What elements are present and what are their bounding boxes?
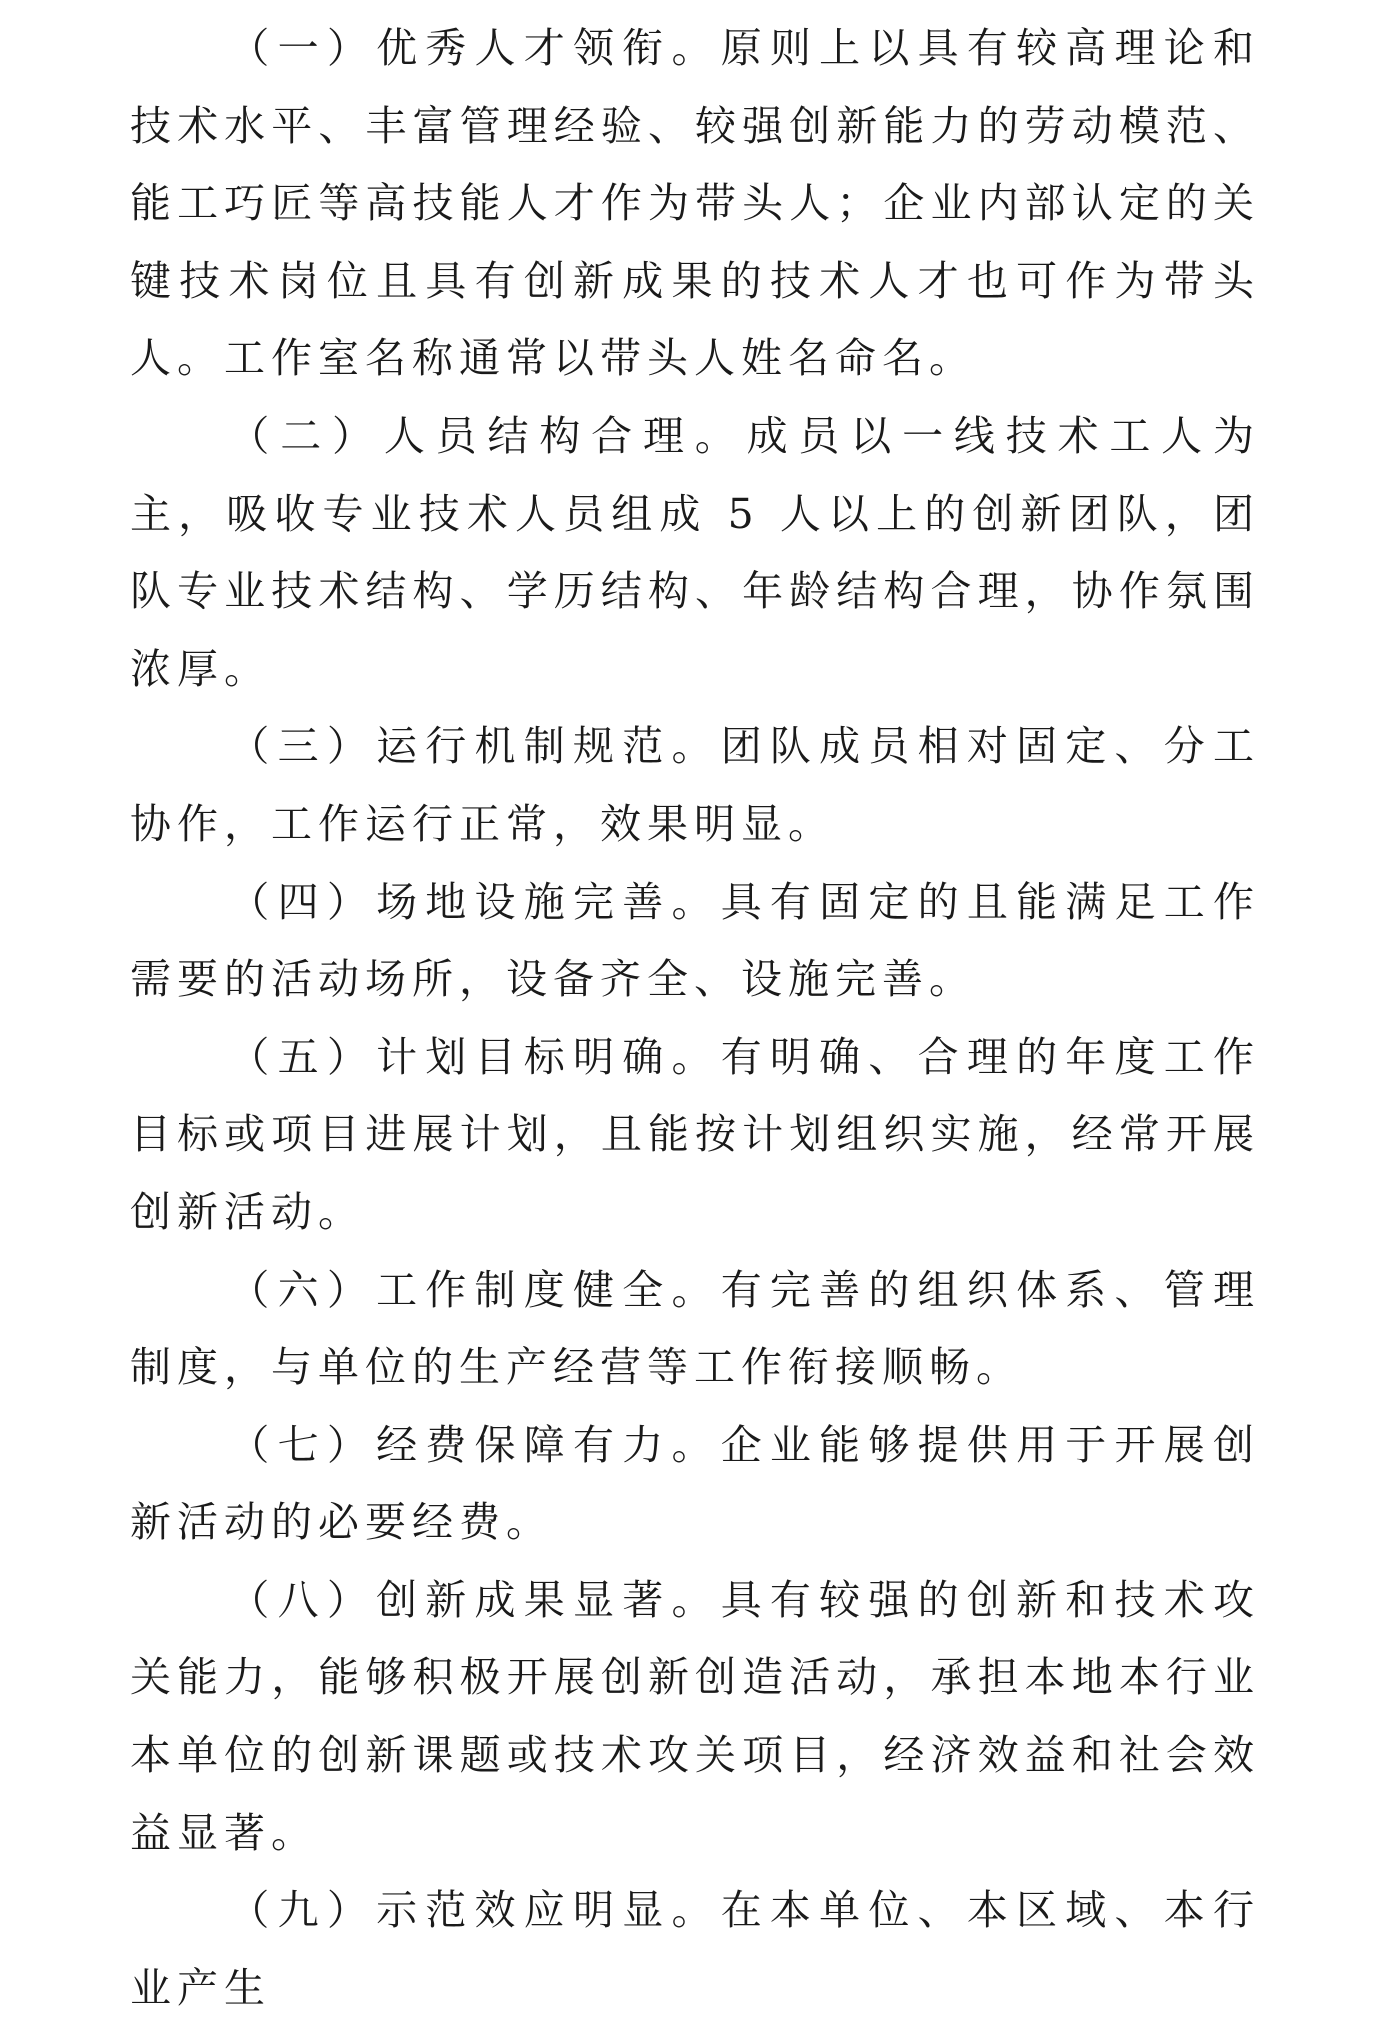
paragraph-5-plan-goals: （五）计划目标明确。有明确、合理的年度工作目标或项目进展计划，且能按计划组织实施，经常开展创新活动。 (130, 1032, 1260, 1236)
paragraph-6-work-system: （六）工作制度健全。有完善的组织体系、管理制度，与单位的生产经营等工作衔接顺畅。 (130, 1265, 1260, 1392)
paragraph-1-outstanding-talent: （一）优秀人才领衔。原则上以具有较高理论和技术水平、丰富管理经验、较强创新能力的劳动模范、能工巧匠等高技能人才作为带头人；企业内部认定的关键技术岗位且具有创新成果的技术人才也可作为带头人。工作室名称通常以带头人姓名命名。 (130, 24, 1260, 383)
paragraph-8-innovation-results: （八）创新成果显著。具有较强的创新和技术攻关能力，能够积极开展创新创造活动，承担本地本行业本单位的创新课题或技术攻关项目，经济效益和社会效益显著。 (130, 1575, 1260, 1857)
paragraph-9-demonstration-effect: （九）示范效应明显。在本单位、本区域、本行业产生 (130, 1886, 1260, 2012)
paragraph-7-funding: （七）经费保障有力。企业能够提供用于开展创新活动的必要经费。 (130, 1420, 1260, 1547)
document-body (130, 10, 1260, 2027)
paragraph-4-facilities: （四）场地设施完善。具有固定的且能满足工作需要的活动场所，设备齐全、设施完善。 (130, 877, 1260, 1004)
paragraph-2-personnel-structure: （二）人员结构合理。成员以一线技术工人为主，吸收专业技术人员组成 5 人以上的创新团队，团队专业技术结构、学历结构、年龄结构合理，协作氛围浓厚。 (130, 411, 1260, 693)
paragraph-3-operating-mechanism: （三）运行机制规范。团队成员相对固定、分工协作，工作运行正常，效果明显。 (130, 722, 1260, 848)
